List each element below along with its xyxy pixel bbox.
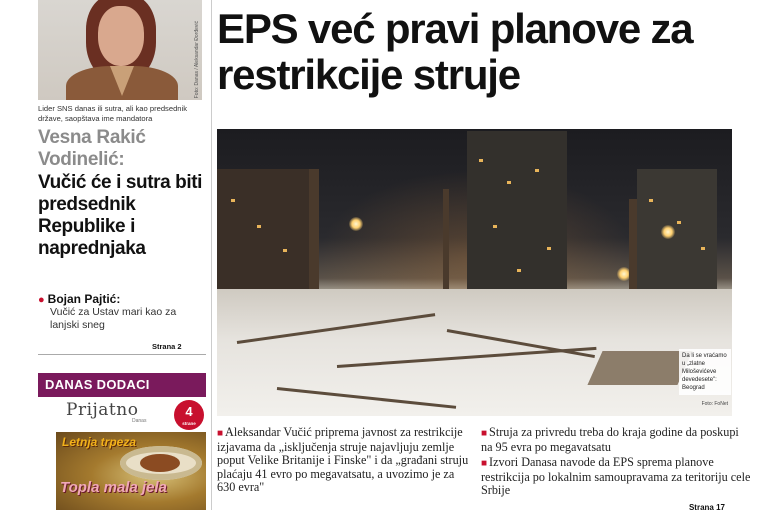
bullet-quote: Vučić za Ustav mari kao za lanjski sneg — [50, 306, 177, 331]
pages-badge — [174, 400, 204, 430]
portrait-photo — [38, 0, 202, 100]
bullet-square-icon: ■ — [217, 428, 224, 439]
bullet-square-icon: ■ — [481, 458, 488, 469]
pages-badge-number: 4 — [185, 404, 193, 419]
body-right-text-2: Izvori Danasa navode da EPS sprema planove restrikcija po lokalnim samoupravama za teritoriju cele Srbije — [481, 455, 751, 497]
body-left-text: Aleksandar Vučić priprema javnost za restrikcije izjavama da „isključenja struje najavljuju zemlje poput Velike Britanije i Finske" i da „građani struju plaćaju 41 evro po megavatsatu, a uvozimo je za 630 evra" — [217, 425, 469, 494]
body-right — [481, 426, 751, 498]
body-left — [217, 426, 472, 495]
park-bench — [587, 351, 692, 385]
body-right-text-1: Struja za privredu treba do kraja godine da poskupi na 95 evra po megavatsatu — [481, 425, 739, 454]
supplement-cover — [56, 432, 206, 510]
bullet-person — [38, 292, 208, 307]
supplement-brand-sub: Danas — [132, 418, 147, 424]
bullet-person-name: Bojan Pajtić: — [47, 292, 121, 306]
divider — [38, 354, 206, 355]
portrait-photo-credit: Foto: Danas / Aleksandar Đorđević — [194, 20, 200, 98]
main-headline: EPS već pravi planove za restrikcije struje — [217, 5, 693, 98]
photo-credit: Foto: FoNet — [701, 401, 728, 407]
page-reference-left: Strana 2 — [152, 342, 182, 351]
bullet-dot-icon: ● — [38, 294, 45, 306]
pages-badge-word: strane — [182, 421, 196, 426]
left-headline: Vučić će i sutra biti predsednik Republike i naprednjaka — [38, 172, 203, 259]
supplement-brand: Prijatno — [66, 400, 139, 420]
page-reference-main: Strana 17 — [688, 503, 725, 510]
main-photo-snowy-park — [217, 129, 732, 416]
photo-caption: Da li se vraćamo u „zlatne Miloševićeve devedesete": Beograd — [679, 349, 731, 395]
bullet-square-icon: ■ — [481, 428, 488, 439]
cover-title: Letnja trpeza — [62, 435, 137, 449]
supplement-promo — [38, 398, 206, 510]
supplements-header: DANAS DODACI — [38, 373, 206, 397]
column-divider — [211, 0, 212, 510]
quoted-person-name: Vesna Rakić Vodinelić: — [38, 127, 146, 170]
cover-subtitle: Topla mala jela — [60, 479, 167, 496]
left-column — [32, 0, 210, 510]
portrait-caption: Lider SNS danas ili sutra, ali kao predsednik države, saopštava ime mandatora — [38, 104, 188, 123]
